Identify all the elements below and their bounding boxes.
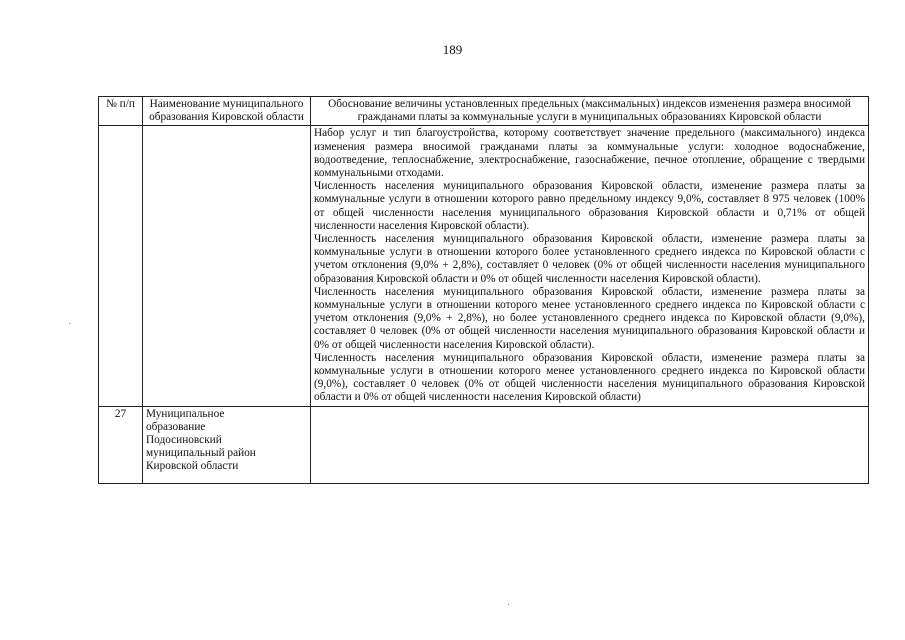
name-line: Подосиновский — [146, 434, 222, 447]
scan-speck — [69, 323, 70, 324]
page-number: 189 — [442, 42, 463, 57]
name-line: образование — [146, 420, 206, 433]
cell-name — [143, 406, 311, 483]
cell-justification — [311, 126, 869, 406]
justification-paragraph: Численность населения муниципального образования Кировской области, изменение размера платы за коммунальные услуги в отношении которого менее установленного среднего индекса по Кировской области (9,0%), составляет 0 человек (0% от общей численности населения муниципального образования Кировской области и 0% от общей численности населения Кировской области) — [314, 351, 865, 404]
header-justification: Обоснование величины установленных предельных (максимальных) индексов изменения размера вносимой гражданами платы за коммунальные услуги в муниципальных образованиях Кировской области — [311, 97, 869, 126]
header-name: Наименование муниципального образования Кировской области — [143, 97, 311, 126]
justification-paragraph: Численность населения муниципального образования Кировской области, изменение размера платы за коммунальные услуги в отношении которого менее установленного среднего индекса по Кировской области с учетом отклонения (9,0% + 2,8%), но более установленного среднего индекса по Кировской области (9,0%), составляет 0 человек (0% от общей численности населения муниципального образования Кировской области и 0% от общей численности населения Кировской области). — [314, 285, 865, 351]
name-line: Кировской области — [146, 460, 239, 473]
municipal-index-table — [98, 96, 869, 484]
table-row — [99, 406, 869, 483]
justification-paragraph: Набор услуг и тип благоустройства, которому соответствует значение предельного (максимального) индекса изменения размера вносимой гражданами платы за коммунальные услуги: холодное водоснабжение, водоотведение, теплоснабжение, электроснабжение, газоснабжение, печное отопление, обращение с твердыми коммунальными отходами. — [314, 127, 865, 180]
cell-name — [143, 126, 311, 406]
table-row — [99, 126, 869, 406]
cell-justification — [311, 406, 869, 483]
cell-num: 27 — [99, 406, 143, 483]
justification-paragraph: Численность населения муниципального образования Кировской области, изменение размера платы за коммунальные услуги в отношении которого равно предельному индексу 9,0%, составляет 8 975 человек (100% от общей численности населения муниципального образования Кировской области и 0,71% от общей численности населения Кировской области). — [314, 180, 865, 232]
cell-num — [99, 126, 143, 406]
name-line: муниципальный район — [146, 447, 256, 460]
table-header-row — [99, 97, 869, 126]
name-line: Муниципальное — [146, 407, 225, 420]
scan-speck — [508, 604, 509, 605]
justification-paragraph: Численность населения муниципального образования Кировской области, изменение размера платы за коммунальные услуги в отношении которого более установленного среднего индекса по Кировской области с учетом отклонения (9,0% + 2,8%), составляет 0 человек (0% от общей численности населения муниципального образования Кировской области и 0% от общей численности населения Кировской области). — [314, 233, 865, 285]
header-num: № п/п — [99, 97, 143, 126]
